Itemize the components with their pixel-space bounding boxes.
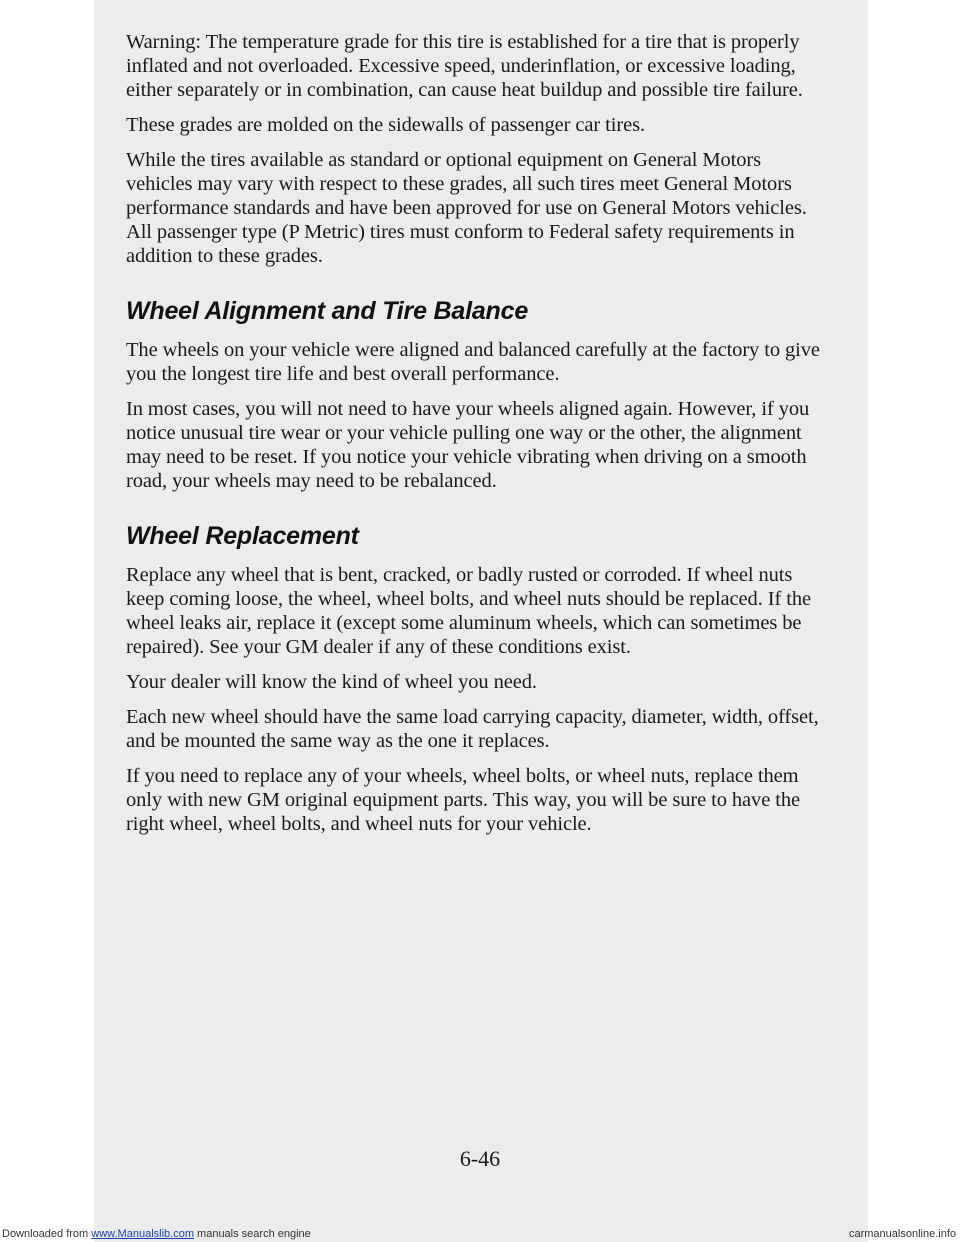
gm-standards-paragraph: While the tires available as standard or optional equipment on General Motors vehicles may vary with respect to these grades, all such tires meet General Motors performance standards and have been approved for use on General Motors vehicles. All passenger type (P Metric) tires must conform to Federal safety requirements in addition to these grades.	[126, 149, 807, 267]
footer-suffix: manuals search engine	[193, 1228, 311, 1240]
footer-watermark: carmanualsonline.info	[848, 1228, 956, 1240]
footer-prefix: Downloaded from	[2, 1228, 92, 1240]
alignment-paragraph-2: In most cases, you will not need to have your wheels aligned again. However, if you notice unusual tire wear or your vehicle pulling one way or the other, the alignment may need to be reset. If you notice your vehicle vibrating when driving on a smooth road, your wheels may need to be rebalanced.	[126, 398, 810, 492]
page-content	[126, 30, 826, 847]
replacement-paragraph-4: If you need to replace any of your wheels, wheel bolts, or wheel nuts, replace them only with new GM original equipment parts. This way, you will be sure to have the right wheel, wheel bolts, and wheel nuts for your vehicle.	[126, 765, 800, 835]
warning-paragraph: Warning: The temperature grade for this tire is established for a tire that is properly inflated and not overloaded. Excessive speed, underinflation, or excessive loading, either separately or in combination, can cause heat buildup and possible tire failure.	[126, 31, 803, 101]
replacement-paragraph-3: Each new wheel should have the same load carrying capacity, diameter, width, offset, and be mounted the same way as the one it replaces.	[126, 706, 819, 752]
page-number: 6-46	[459, 1146, 501, 1171]
section-heading-alignment: Wheel Alignment and Tire Balance	[126, 297, 529, 325]
alignment-paragraph-1: The wheels on your vehicle were aligned and balanced carefully at the factory to give you the longest tire life and best overall performance.	[126, 339, 820, 385]
manualslib-link[interactable]: www.Manualslib.com	[91, 1228, 194, 1240]
footer-source	[2, 1228, 311, 1240]
section-heading-replacement: Wheel Replacement	[126, 522, 359, 550]
sidewall-grades-paragraph: These grades are molded on the sidewalls of passenger car tires.	[126, 114, 646, 136]
replacement-paragraph-2: Your dealer will know the kind of wheel you need.	[126, 671, 537, 693]
replacement-paragraph-1: Replace any wheel that is bent, cracked, or badly rusted or corroded. If wheel nuts keep coming loose, the wheel, wheel bolts, and wheel nuts should be replaced. If the wheel leaks air, replace it (except some aluminum wheels, which can sometimes be repaired). See your GM dealer if any of these conditions exist.	[126, 564, 811, 658]
